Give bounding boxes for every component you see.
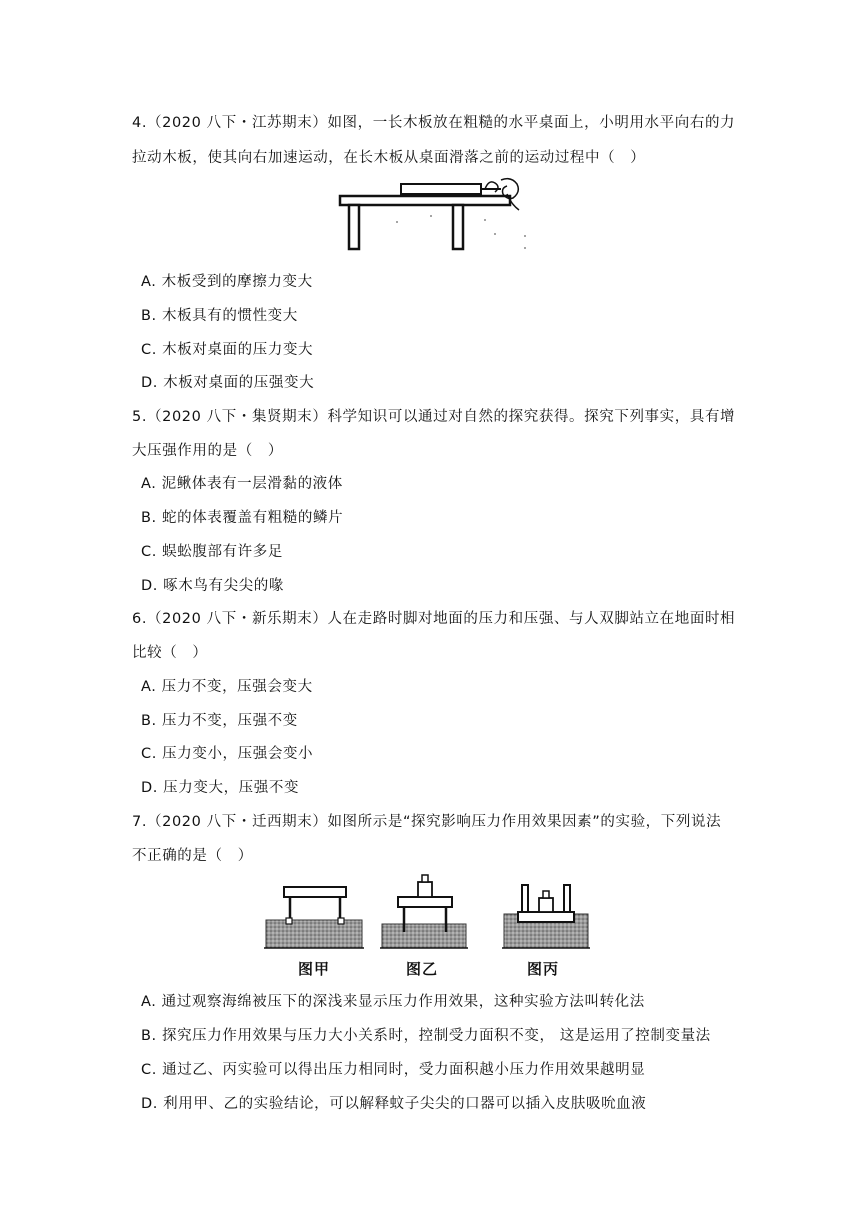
q4-stem-line-1: 4.（2020 八下・江苏期末）如图，一长木板放在粗糙的水平桌面上，小明用水平向右的力: [132, 115, 736, 131]
q5-option-c: C. 蜈蚣腹部有许多足: [141, 544, 283, 560]
panel-bing-drawing: [502, 885, 590, 948]
q7-option-d: D. 利用甲、乙的实验结论，可以解释蚊子尖尖的口器可以插入皮肤吸吮血液: [141, 1096, 647, 1112]
q7-stem-line-1: 7.（2020 八下・迁西期末）如图所示是“探究影响压力作用效果因素”的实验，下列说法: [132, 814, 722, 830]
q7-option-b: B. 探究压力作用效果与压力大小关系时，控制受力面积不变， 这是运用了控制变量法: [141, 1028, 711, 1044]
q7-sponge-experiment-figure: [262, 870, 602, 982]
q4-option-b: B. 木板具有的惯性变大: [141, 308, 298, 324]
caption-yi: 图乙: [406, 960, 439, 978]
q7-stem-line-2: 不正确的是（ ）: [132, 848, 253, 864]
q5-option-d: D. 啄木鸟有尖尖的喙: [141, 578, 284, 594]
panel-yi-drawing: [380, 875, 468, 948]
q4-option-d: D. 木板对桌面的压强变大: [141, 375, 315, 391]
q5-option-a: A. 泥鳅体表有一层滑黏的液体: [141, 476, 343, 492]
q6-option-d: D. 压力变大，压强不变: [141, 780, 300, 796]
q5-stem-line-1: 5.（2020 八下・集贤期末）科学知识可以通过对自然的探究获得。探究下列事实，具有增: [132, 409, 736, 425]
q4-stem-line-2: 拉动木板，使其向右加速运动，在长木板从桌面滑落之前的运动过程中（ ）: [132, 150, 646, 166]
q7-option-a: A. 通过观察海绵被压下的深浅来显示压力作用效果，这种实验方法叫转化法: [141, 994, 645, 1010]
q4-board-table-figure: [335, 176, 535, 256]
q6-stem-line-2: 比较（ ）: [132, 645, 208, 661]
q6-option-c: C. 压力变小，压强会变小: [141, 746, 314, 762]
q7-option-c: C. 通过乙、丙实验可以得出压力相同时，受力面积越小压力作用效果越明显: [141, 1062, 646, 1078]
q6-option-a: A. 压力不变，压强会变大: [141, 679, 313, 695]
q6-option-b: B. 压力不变，压强不变: [141, 713, 298, 729]
q4-option-a: A. 木板受到的摩擦力变大: [141, 274, 313, 290]
caption-jia: 图甲: [298, 960, 331, 978]
panel-jia-drawing: [264, 887, 364, 948]
caption-bing: 图丙: [527, 960, 560, 978]
q6-stem-line-1: 6.（2020 八下・新乐期末）人在走路时脚对地面的压力和压强、与人双脚站立在地面时相: [132, 611, 736, 627]
q5-option-b: B. 蛇的体表覆盖有粗糙的鳞片: [141, 510, 344, 526]
q4-option-c: C. 木板对桌面的压力变大: [141, 342, 314, 358]
q5-stem-line-2: 大压强作用的是（ ）: [132, 443, 283, 459]
